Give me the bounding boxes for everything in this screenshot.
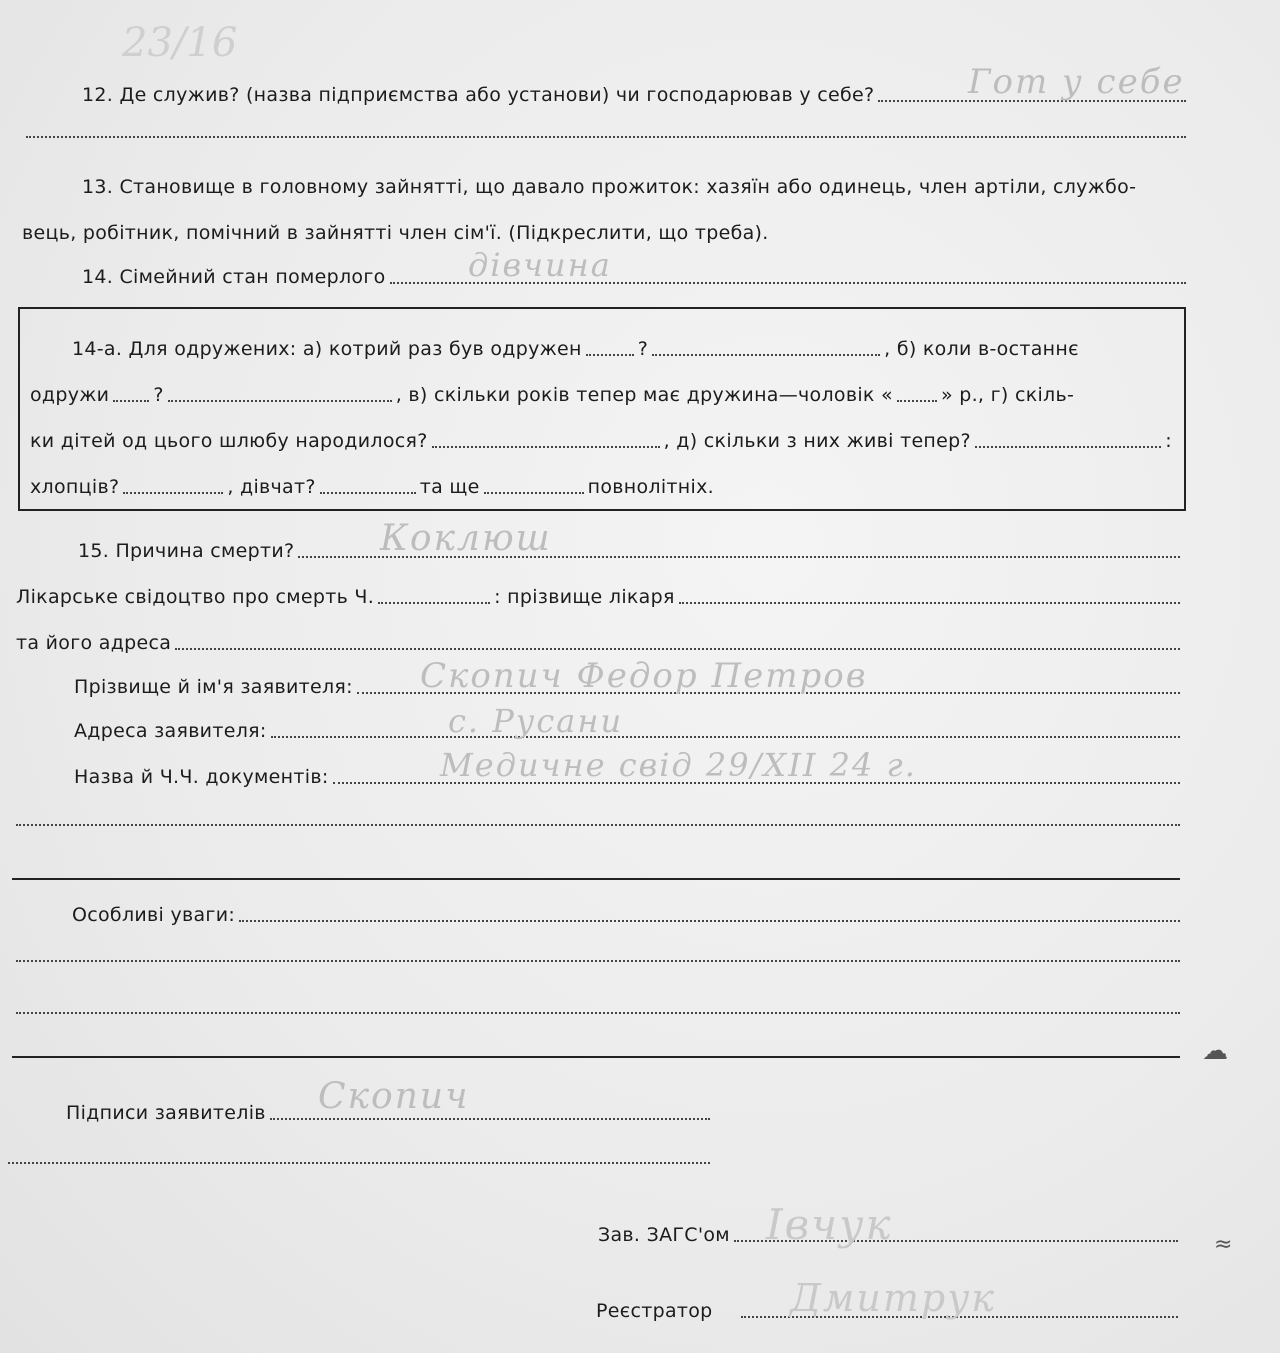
paper-damage-mark-2: ≈ [1214,1232,1233,1257]
signatures-answer: Скопич [318,1076,470,1117]
q14a-text-2b: , в) скільки років тепер має дружина—чоловік « [395,384,893,406]
corner-mark: 23/16 [122,20,238,66]
signatures-label: Підписи заявителів [66,1102,266,1124]
divider-line-2 [12,1056,1180,1058]
divider-line-1 [12,878,1180,880]
q14a-text-1q: ? [637,338,649,360]
doctor-name-line [679,602,1180,604]
doctor-name-label: : прізвище лікаря [494,586,675,608]
q14a-text-4c: та ще [419,476,480,498]
remarks-label: Особливі уваги: [72,904,236,926]
q12-answer: Гот у себе [968,62,1185,102]
q14a-text-1a: 14-а. Для одружених: а) котрий раз був одружен [72,338,582,360]
q15-line [78,542,1184,561]
documents-answer: Медичне свід 29/XII 24 г. [440,746,917,784]
q15-answer: Коклюш [380,518,552,559]
remarks-dots-2 [16,960,1180,962]
q14a-dots-3a [432,446,660,448]
doctor-address-label: та його адреса [16,632,172,654]
documents-continuation [12,824,1184,829]
q14a-text-2a: одружи [30,384,110,406]
remarks-dots-3 [16,1012,1180,1014]
remarks-dots [239,920,1180,922]
q14a-dots-2b [168,400,392,402]
q14a-text-3c: : [1165,430,1172,452]
q14a-text-3b: , д) скільки з них живі тепер? [663,430,971,452]
q14a-dots-4c [484,492,584,494]
paper-damage-mark: ☁ [1202,1036,1228,1066]
q12-label: 12. Де служив? (назва підприємства або установи) чи господарював у себе? [82,84,875,106]
remarks-line-3 [12,1012,1184,1017]
remarks-line [72,906,1184,925]
q14a-line3 [30,432,1172,451]
q14a-text-2q: ? [153,384,164,406]
q14a-dots-4b [320,492,416,494]
q14a-dots-1a [586,354,634,356]
documents-label: Назва й Ч.Ч. документів: [74,766,329,788]
q13-line1 [82,178,1136,197]
doctor-address-dots [175,648,1180,650]
applicant-address-line [74,722,1184,741]
applicant-name-answer: Скопич Федор Петров [420,656,868,696]
signatures-dots [270,1118,710,1120]
q14a-text-4b: , дівчат? [227,476,316,498]
q14-label: 14. Сімейний стан померлого [82,266,386,288]
q14a-dots-2a [113,400,149,402]
doctor-certificate-label: Лікарське свідоцтво про смерть Ч. [16,586,375,608]
registrar-signature: Дмитрук [790,1276,996,1320]
q14a-line2 [30,386,1172,405]
q14a-dots-1b [652,354,880,356]
applicant-name-label: Прізвище й ім'я заявителя: [74,676,353,698]
remarks-line-2 [12,960,1184,965]
head-signature: Івчук [766,1200,893,1249]
doctor-address-line [16,634,1184,653]
registrar-label: Реєстратор [596,1300,713,1322]
q13-text-1: 13. Становище в головному зайнятті, що давало прожиток: хазяїн або одинець, член артіли, службо- [82,176,1137,198]
documents-extra-dots [16,824,1180,826]
q12-continuation-line [22,136,1190,141]
applicant-address-answer: с. Русани [448,702,624,740]
q15-label: 15. Причина смерти? [78,540,295,562]
q14a-line1 [72,340,1172,359]
q14-line [82,268,1190,287]
head-label: Зав. ЗАГС'ом [598,1224,730,1246]
q14a-text-1b: , б) коли в-останнє [884,338,1079,360]
q14a-text-2c: » р., г) скіль- [940,384,1075,406]
signatures-dots-2 [8,1162,710,1164]
doctor-certificate-number-line [378,602,490,604]
q13-line2 [22,224,769,243]
q14a-dots-4a [123,492,223,494]
q14a-line4 [30,478,714,497]
q14a-text-3a: ки дітей од цього шлюбу народилося? [30,430,428,452]
q14a-dots-3b [975,446,1161,448]
doctor-line [16,588,1184,607]
applicant-address-label: Адреса заявителя: [74,720,267,742]
applicant-address-dots [271,736,1180,738]
q14a-text-4d: повнолітніх. [587,476,714,498]
q14a-text-4a: хлопців? [30,476,120,498]
q14a-dots-2c [897,400,937,402]
q12-extra-dots [26,136,1186,138]
signatures-line-2 [4,1162,714,1167]
q13-text-2: вець, робітник, помічний в зайнятті член сім'ї. (Підкреслити, що треба). [22,222,769,244]
q14-answer: дівчина [468,246,612,284]
